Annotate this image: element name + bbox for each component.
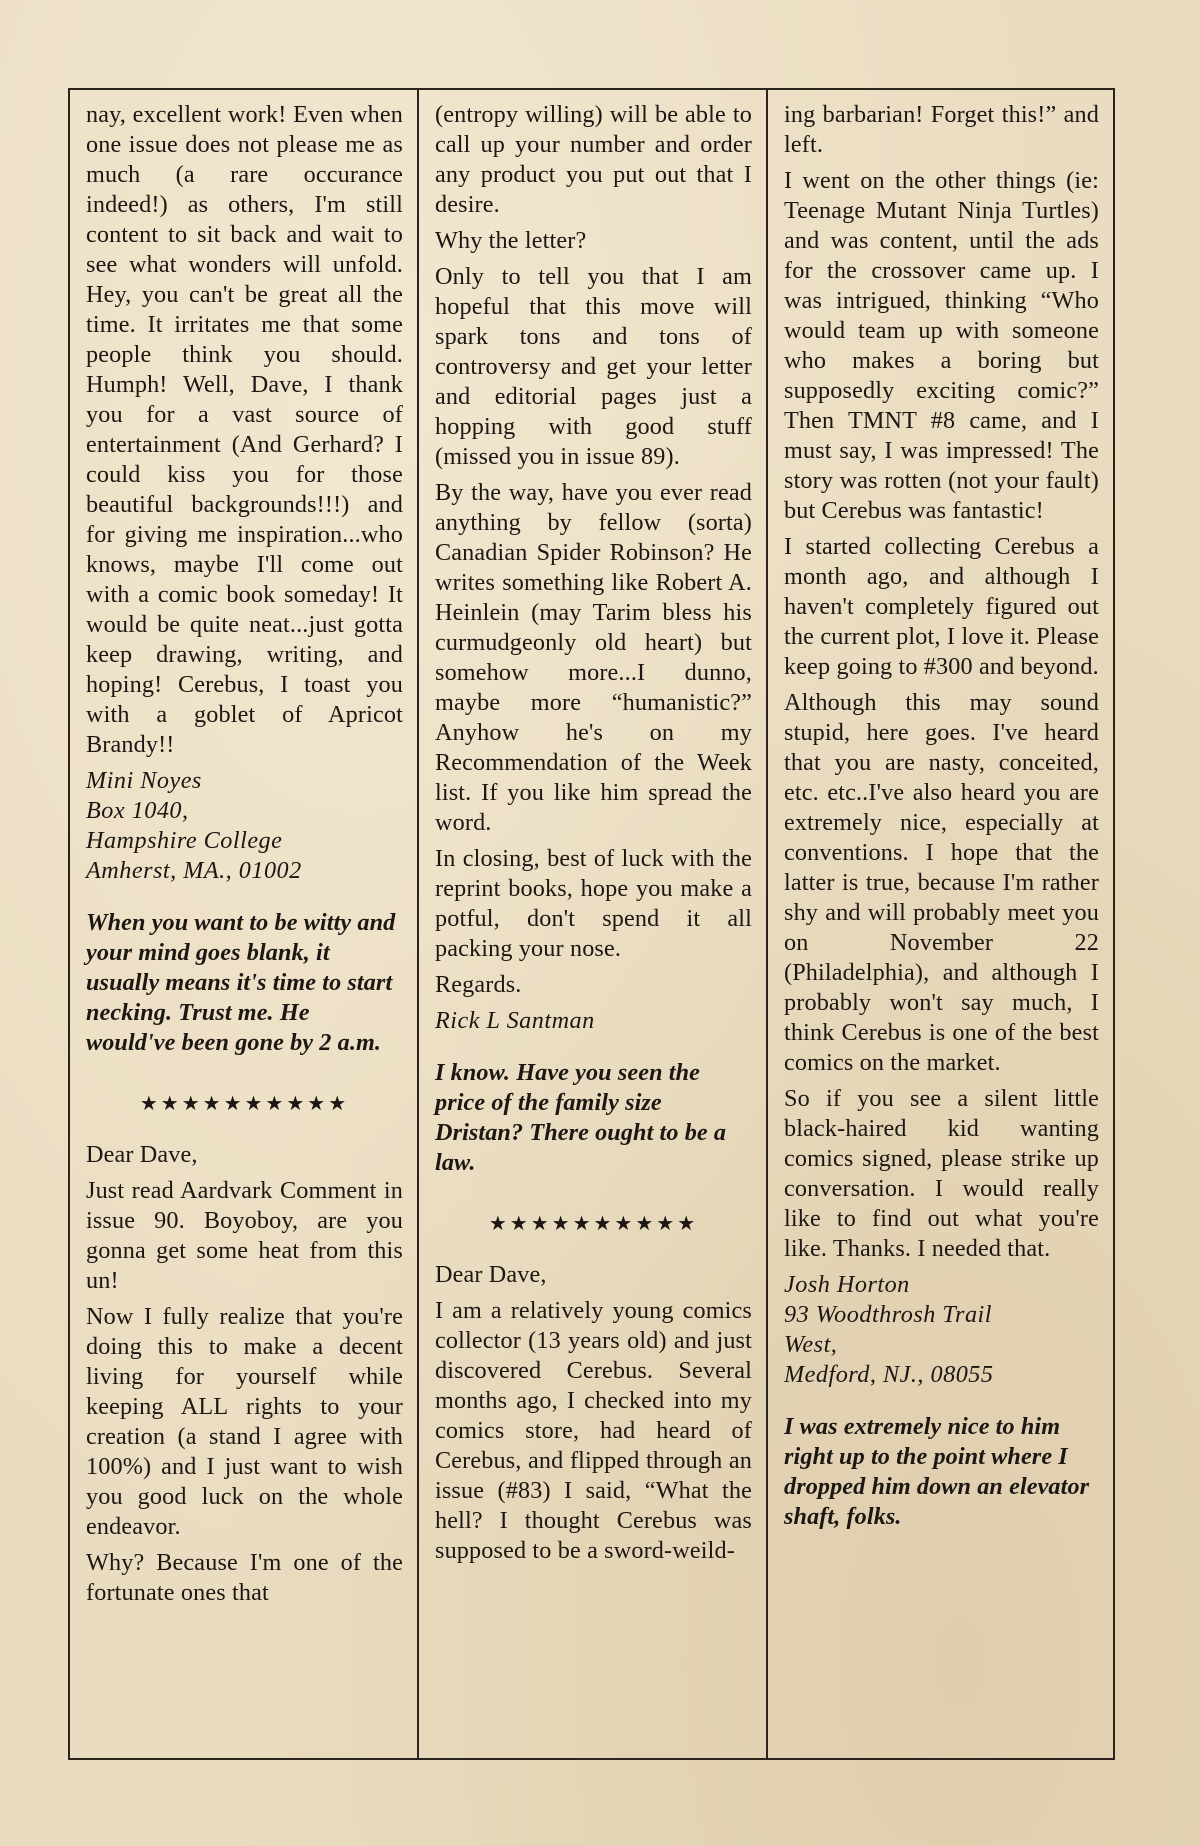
signature-block	[435, 1006, 752, 1036]
column-3	[768, 90, 1113, 1758]
letter-paragraph: ing barbarian! Forget this!” and left.	[784, 101, 1099, 158]
signature-address: Medford, NJ., 08055	[784, 1361, 994, 1388]
signature-block	[86, 766, 403, 886]
letter-paragraph: (entropy willing) will be able to call up your number and order any product you put out that I desire.	[435, 101, 752, 218]
letter-paragraph: In closing, best of luck with the reprint books, hope you make a potful, don't spend it all packing your nose.	[435, 845, 752, 962]
letter-closing: Regards.	[435, 971, 522, 998]
letter-greeting: Dear Dave,	[435, 1261, 547, 1288]
letter-paragraph: Why the letter?	[435, 227, 587, 254]
signature-name: Josh Horton	[784, 1271, 910, 1298]
star-divider: ★★★★★★★★★★	[488, 1211, 699, 1235]
letter-paragraph: I went on the other things (ie: Teenage Mutant Ninja Turtles) and was content, until the ads for the crossover came up. I was intrigued, thinking “Who would team up with someone who makes a boring but supposedly exciting comic?” Then TMNT #8 came, and I must say, I was impressed! The story was rotten (not your fault) but Cerebus was fantastic!	[784, 167, 1099, 524]
letter-paragraph: Only to tell you that I am hopeful that this move will spark tons and tons of controversy and get your letter and editorial pages just a hopping with good stuff (missed you in issue 89).	[435, 263, 752, 470]
letter-paragraph: nay, excellent work! Even when one issue does not please me as much (a rare occurance indeed!) as others, I'm still content to sit back and wait to see what wonders will unfold. Hey, you can't be great all the time. It irritates me that some people think you should. Humph! Well, Dave, I thank you for a vast source of entertainment (And Gerhard? I could kiss you for those beautiful backgrounds!!!) and for giving me inspiration...who knows, maybe I'll come out with a comic book someday! It would be quite neat...just gotta keep drawing, writing, and hoping! Cerebus, I toast you with a goblet of Apricot Brandy!!	[86, 101, 403, 758]
editor-reply: I know. Have you seen the price of the family size Dristan? There ought to be a law.	[435, 1059, 727, 1176]
letter-paragraph: So if you see a silent little black-haired kid wanting comics signed, please strike up conversation. I would really like to find out what you're like. Thanks. I needed that.	[784, 1085, 1099, 1262]
letter-paragraph: By the way, have you ever read anything by fellow (sorta) Canadian Spider Robinson? He writes something like Robert A. Heinlein (may Tarim bless his curmudgeonly old heart) but somehow more...I dunno, maybe more “humanistic?” Anyhow he's on my Recommendation of the Week list. If you like him spread the word.	[435, 479, 752, 836]
column-1	[70, 90, 419, 1758]
signature-address: Hampshire College	[86, 827, 283, 854]
editor-reply: When you want to be witty and your mind goes blank, it usually means it's time to start necking. Trust me. He would've been gone by 2 a.m.	[86, 909, 396, 1056]
signature-address: 93 Woodthrosh Trail	[784, 1301, 992, 1328]
signature-name: Rick L Santman	[435, 1007, 595, 1034]
letter-paragraph: Why? Because I'm one of the fortunate ones that	[86, 1549, 403, 1606]
signature-address: Amherst, MA., 01002	[86, 857, 302, 884]
signature-name: Mini Noyes	[86, 767, 202, 794]
letter-paragraph: Just read Aardvark Comment in issue 90. Boyoboy, are you gonna get some heat from this un!	[86, 1177, 403, 1294]
signature-block	[784, 1270, 1099, 1390]
star-divider: ★★★★★★★★★★	[139, 1091, 350, 1115]
signature-address: Box 1040,	[86, 797, 189, 824]
letter-paragraph: Although this may sound stupid, here goes. I've heard that you are nasty, conceited, etc. etc..I've also heard you are extremely nice, especially at conventions. I hope that the latter is true, because I'm rather shy and will probably meet you on November 22 (Philadelphia), and although I probably won't say much, I think Cerebus is one of the best comics on the market.	[784, 689, 1099, 1076]
letter-paragraph: Now I fully realize that you're doing this to make a decent living for yourself while keeping ALL rights to your creation (a stand I agree with 100%) and I just want to wish you good luck on the whole endeavor.	[86, 1303, 403, 1540]
letter-greeting: Dear Dave,	[86, 1141, 198, 1168]
letter-paragraph: I am a relatively young comics collector (13 years old) and just discovered Cerebus. Several months ago, I checked into my comics store, had heard of Cerebus, and flipped through an issue (#83) I said, “What the hell? I thought Cerebus was supposed to be a sword-weild-	[435, 1297, 752, 1564]
editor-reply: I was extremely nice to him right up to the point where I dropped him down an elevator shaft, folks.	[784, 1413, 1090, 1530]
signature-address: West,	[784, 1331, 838, 1358]
letter-paragraph: I started collecting Cerebus a month ago, and although I haven't completely figured out the current plot, I love it. Please keep going to #300 and beyond.	[784, 533, 1099, 680]
letters-frame	[68, 88, 1115, 1760]
column-2	[419, 90, 768, 1758]
